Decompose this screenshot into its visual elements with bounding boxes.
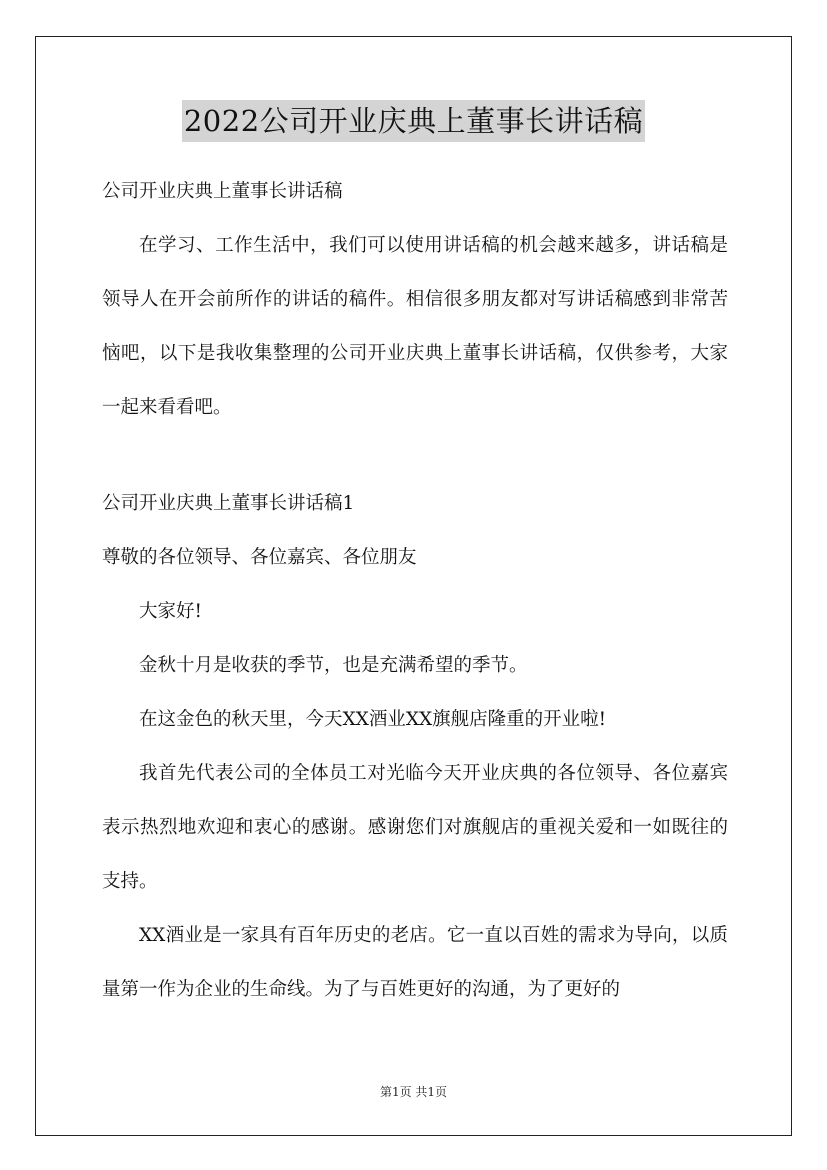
page-footer: 第1页 共1页 — [379, 1085, 448, 1099]
document-body — [102, 165, 728, 1017]
document-title: 2022公司开业庆典上董事长讲话稿 — [182, 100, 645, 142]
body-paragraph: XX酒业是一家具有百年历史的老店。它一直以百姓的需求为导向，以质量第一作为企业的生命线。为了与百姓更好的沟通，为了更好的 — [102, 925, 728, 1000]
salutation: 尊敬的各位领导、各位嘉宾、各位朋友 — [102, 547, 417, 568]
body-paragraph: 我首先代表公司的全体员工对光临今天开业庆典的各位领导、各位嘉宾表示热烈地欢迎和衷心的感谢。感谢您们对旗舰店的重视关爱和一如既往的支持。 — [102, 763, 728, 892]
section-heading: 公司开业庆典上董事长讲话稿 — [102, 181, 343, 202]
body-paragraph: 金秋十月是收获的季节，也是充满希望的季节。 — [139, 655, 528, 676]
speech-heading: 公司开业庆典上董事长讲话稿1 — [102, 493, 355, 514]
body-paragraph: 在这金色的秋天里，今天XX酒业XX旗舰店隆重的开业啦! — [139, 709, 607, 730]
title-area — [0, 100, 827, 142]
greeting: 大家好! — [139, 601, 202, 622]
intro-paragraph: 在学习、工作生活中，我们可以使用讲话稿的机会越来越多，讲话稿是领导人在开会前所作的讲话的稿件。相信很多朋友都对写讲话稿感到非常苦恼吧，以下是我收集整理的公司开业庆典上董事长讲话稿，仅供参考，大家一起来看看吧。 — [102, 235, 728, 418]
paragraph-gap — [102, 435, 728, 477]
